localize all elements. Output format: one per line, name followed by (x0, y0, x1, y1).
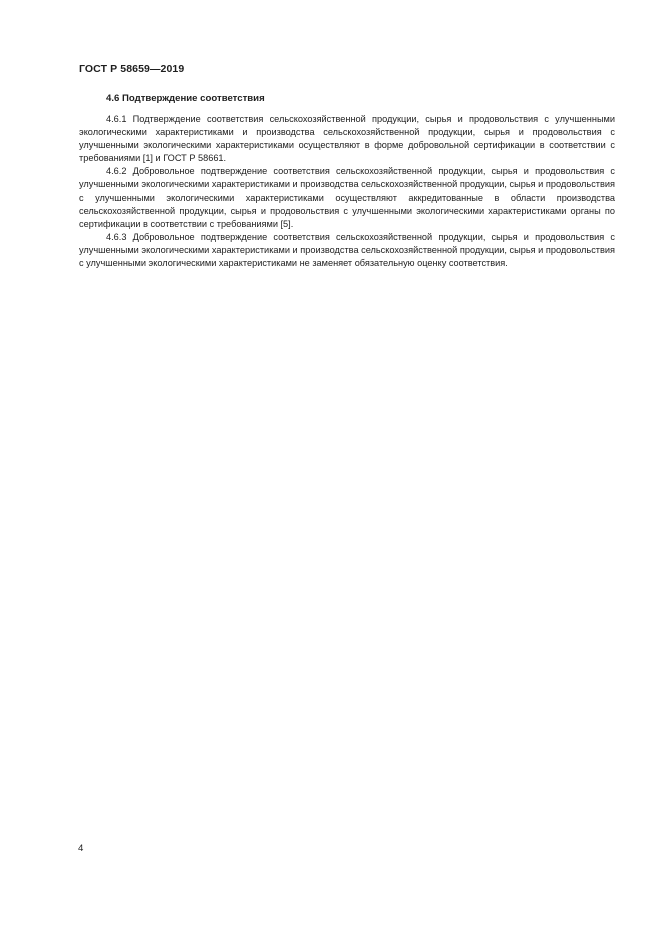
section-title: 4.6 Подтверждение соответствия (106, 93, 265, 104)
page-number: 4 (78, 843, 84, 854)
paragraph-4-6-3: 4.6.3 Добровольное подтверждение соответствия сельскохозяйственной продукции, сырья и продовольствия с улучшенными экологическими характеристиками и производства сельскохозяйственной продукции, сырья и продовольствия с улучшенными экологическими характеристиками не заменяет обязательную оценку соответствия. (79, 231, 615, 269)
paragraph-4-6-2: 4.6.2 Добровольное подтверждение соответствия сельскохозяйственной продукции, сырья и продовольствия с улучшенными экологическими характеристиками и производства сельскохозяйственной продукции, сырья и продовольствия с улучшенными экологическими характеристиками осуществляют аккредитованные в области производства сельскохозяйственной продукции, сырья и продовольствия с улучшенными экологическими характеристиками органы по сертификации в соответствии с требованиями [5]. (79, 166, 615, 229)
standard-id-header: ГОСТ Р 58659—2019 (79, 63, 185, 75)
paragraph-4-6-1: 4.6.1 Подтверждение соответствия сельскохозяйственной продукции, сырья и продовольствия с улучшенными экологическими характеристиками и производства сельскохозяйственной продукции, сырья и продовольствия с улучшенными экологическими характеристиками осуществляют в форме добровольной сертификации в соответствии с требованиями [1] и ГОСТ Р 58661. (79, 114, 615, 164)
section-body (79, 113, 615, 270)
